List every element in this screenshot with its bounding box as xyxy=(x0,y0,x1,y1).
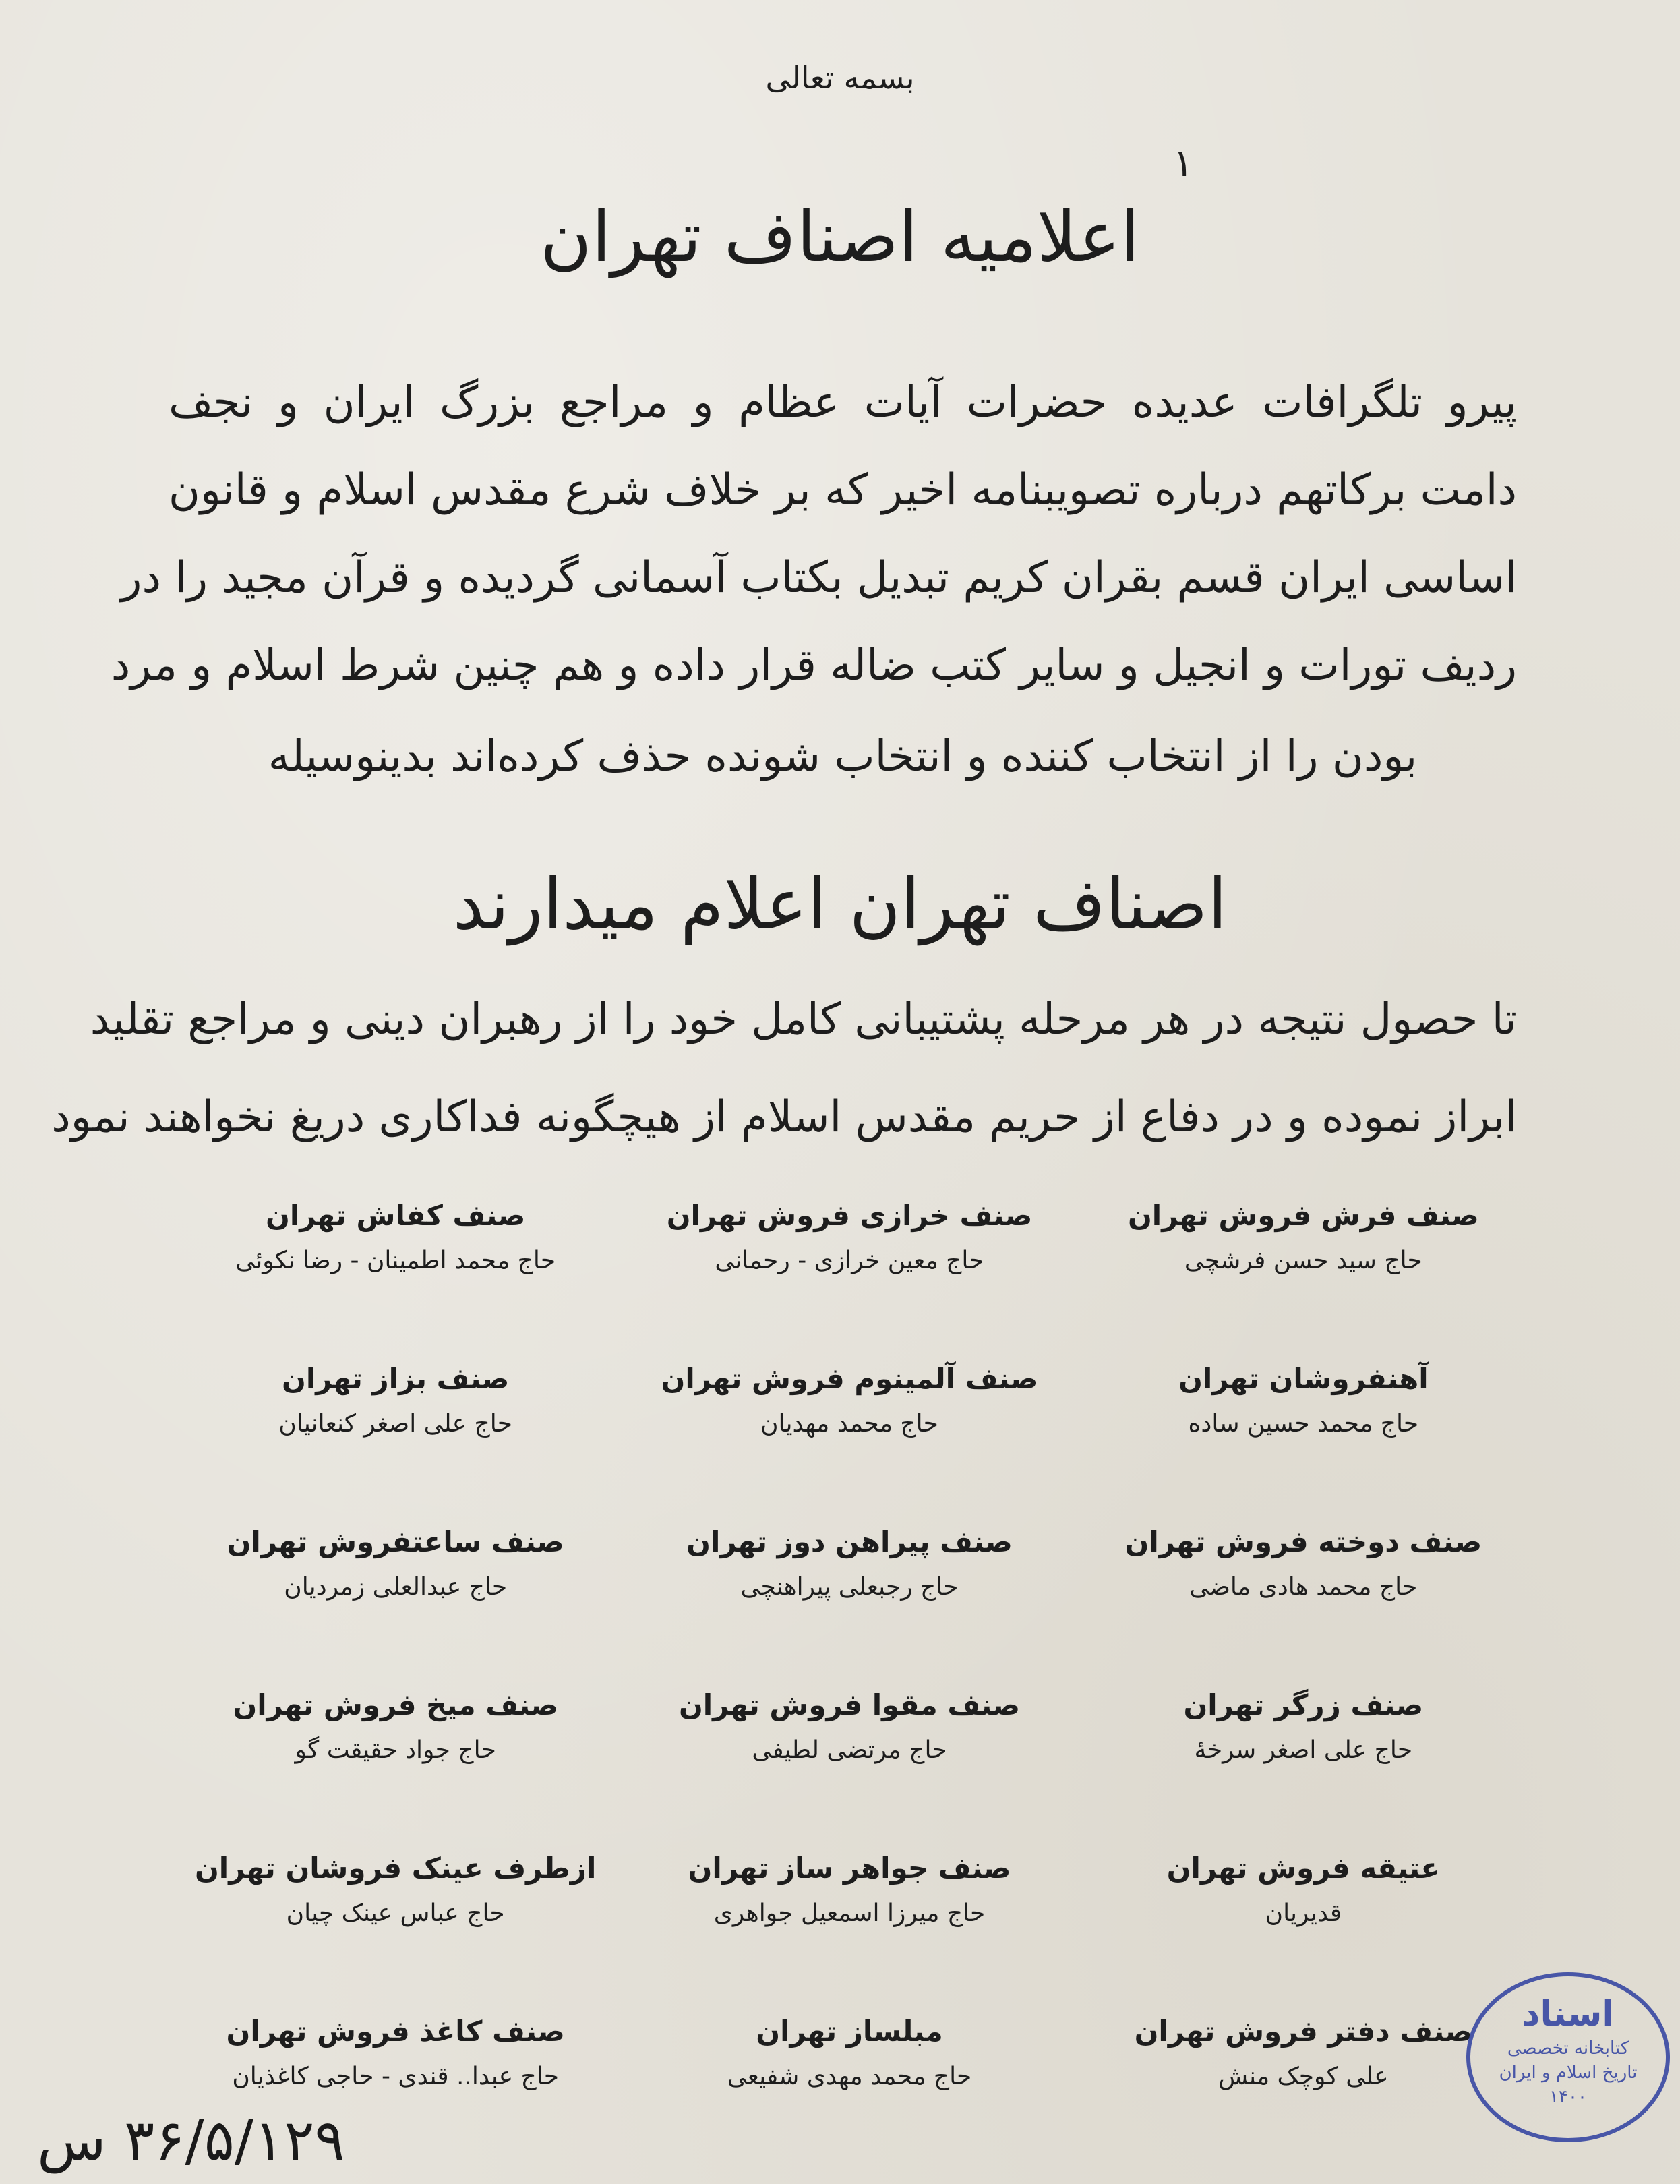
guild-representative: علی کوچک منش xyxy=(1218,2063,1389,2090)
guild-representative: حاج علی اصغر سرخهٔ xyxy=(1194,1736,1413,1764)
guild-name: صنف کفاش تهران xyxy=(266,1199,526,1232)
archive-code: ۳۶/۵/۱۲۹ س xyxy=(37,2107,345,2173)
signatory xyxy=(1077,2003,1530,2166)
signatory xyxy=(622,1187,1076,1350)
signatory xyxy=(1077,1187,1530,1350)
signatory xyxy=(622,1839,1076,2003)
guild-name: صنف زرگر تهران xyxy=(1183,1688,1424,1721)
guild-name: صنف ساعتفروش تهران xyxy=(227,1525,564,1558)
signatory xyxy=(169,1676,622,1839)
guild-representative: حاج مرتضی لطیفی xyxy=(752,1736,947,1764)
guild-representative: حاج جواد حقیقت گو xyxy=(295,1736,496,1764)
guild-representative: حاج عبدا.. قندی - حاجی کاغذیان xyxy=(232,2063,560,2090)
guild-representative: حاج محمد حسین ساده xyxy=(1188,1410,1419,1438)
guild-name: صنف آلمینوم فروش تهران xyxy=(661,1362,1038,1395)
guild-representative: حاج سید حسن فرشچی xyxy=(1184,1247,1422,1274)
guild-name: صنف مقوا فروش تهران xyxy=(678,1688,1021,1721)
signatory xyxy=(622,1513,1076,1676)
stamp-line: ۱۴۰۰ xyxy=(1549,2087,1587,2107)
body-line: پیرو تلگرافات عدیده حضرات آیات عظام و مراجع بزرگ ایران و نجف xyxy=(169,378,1517,427)
guild-representative: حاج علی اصغر کنعانیان xyxy=(278,1410,512,1438)
library-stamp xyxy=(1466,1972,1670,2142)
guild-name: صنف دفتر فروش تهران xyxy=(1134,2015,1473,2048)
body-line: ردیف تورات و انجیل و سایر کتب ضاله قرار داده و هم چنین شرط اسلام و مرد xyxy=(111,641,1517,690)
guild-name: عتیقه فروش تهران xyxy=(1166,1852,1441,1885)
guild-name: صنف کاغذ فروش تهران xyxy=(226,2015,565,2048)
guild-name: صنف بزاز تهران xyxy=(282,1362,510,1395)
guild-name: صنف پیراهن دوز تهران xyxy=(686,1525,1013,1558)
guild-name: آهنفروشان تهران xyxy=(1178,1362,1429,1395)
signatory xyxy=(622,1676,1076,1839)
guild-representative: حاج محمد هادی ماضی xyxy=(1189,1573,1418,1601)
signatory xyxy=(169,1187,622,1350)
signatory xyxy=(622,1350,1076,1513)
body-line: بودن را از انتخاب کننده و انتخاب شونده حذف کرده‌اند بدینوسیله xyxy=(268,732,1418,781)
signatory xyxy=(1077,1839,1530,2003)
guild-representative: حاج میرزا اسمعیل جواهری xyxy=(713,1899,986,1927)
guild-name: مبلساز تهران xyxy=(756,2015,943,2048)
guild-name: صنف فرش فروش تهران xyxy=(1127,1199,1479,1232)
guild-representative: حاج محمد اطمینان - رضا نکوئی xyxy=(235,1247,556,1274)
signatories-grid xyxy=(169,1187,1530,2166)
headline: اصناف تهران اعلام میدارند xyxy=(452,863,1228,945)
signatory xyxy=(622,2003,1076,2166)
guild-name: صنف میخ فروش تهران xyxy=(233,1688,558,1721)
body-line: اساسی ایران قسم بقران کریم تبدیل بکتاب آسمانی گردیده و قرآن مجید را در xyxy=(121,553,1517,603)
signatory xyxy=(169,1839,622,2003)
guild-representative: حاج رجبعلی پیراهنچی xyxy=(740,1573,959,1601)
guild-representative: قدیریان xyxy=(1265,1899,1342,1927)
signatory xyxy=(1077,1350,1530,1513)
guild-representative: حاج محمد مهدیان xyxy=(760,1410,938,1438)
guild-representative: حاج محمد مهدی شفیعی xyxy=(727,2063,972,2090)
invocation: بسمه تعالی xyxy=(765,59,915,96)
signatory xyxy=(1077,1676,1530,1839)
guild-representative: حاج معین خرازی - رحمانی xyxy=(715,1247,984,1274)
stamp-line: کتابخانه تخصصی xyxy=(1507,2038,1629,2059)
guild-name: ازطرف عینک فروشان تهران xyxy=(194,1852,597,1885)
document-title: اعلامیه اصناف تهران xyxy=(540,196,1140,278)
guild-name: صنف جواهر ساز تهران xyxy=(688,1852,1011,1885)
signatory xyxy=(169,1513,622,1676)
guild-representative: حاج عباس عینک چیان xyxy=(286,1899,505,1927)
closing-line: ابراز نموده و در دفاع از حریم مقدس اسلام از هیچگونه فداکاری دریغ نخواهند نمود xyxy=(51,1092,1517,1142)
guild-name: صنف خرازی فروش تهران xyxy=(666,1199,1033,1232)
closing-line: تا حصول نتیجه در هر مرحله پشتیبانی کامل خود را از رهبران دینی و مراجع تقلید xyxy=(90,995,1517,1044)
page-mark: ۱ xyxy=(1173,142,1194,185)
stamp-title: اسناد xyxy=(1522,1994,1615,2034)
signatory xyxy=(169,1350,622,1513)
signatory xyxy=(1077,1513,1530,1676)
guild-representative: حاج عبدالعلی زمردیان xyxy=(284,1573,508,1601)
guild-name: صنف دوخته فروش تهران xyxy=(1124,1525,1482,1558)
body-line: دامت برکاتهم درباره تصویبنامه اخیر که بر خلاف شرع مقدس اسلام و قانون xyxy=(168,465,1517,515)
stamp-line: تاریخ اسلام و ایران xyxy=(1499,2063,1638,2083)
